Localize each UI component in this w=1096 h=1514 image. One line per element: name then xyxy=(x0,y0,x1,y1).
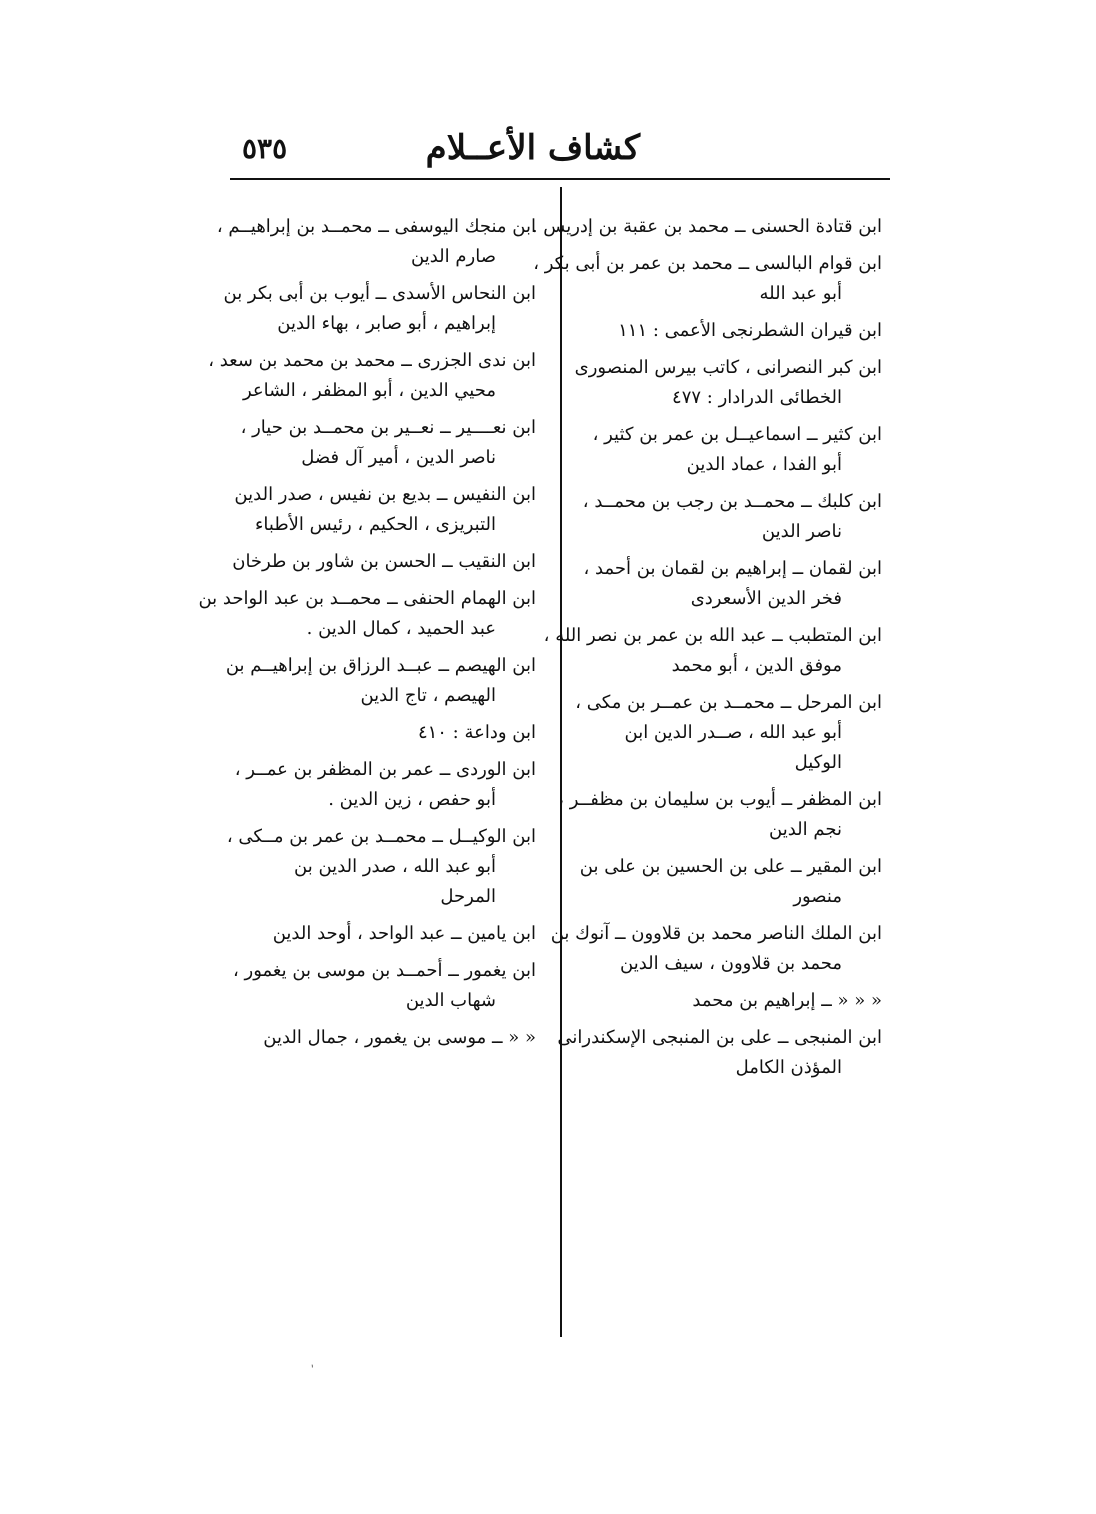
entry-continuation: أبو حفص ، زين الدين . xyxy=(328,789,496,810)
entry-heading: « « ــ موسى بن يغمور ، جمال الدين xyxy=(263,1027,536,1048)
index-column-right xyxy=(531,212,882,1090)
entry-continuation: نجم الدين xyxy=(769,819,842,840)
entry-heading: ابن يغمور ــ أحمــد بن موسى بن يغمور ، xyxy=(232,960,536,981)
entry-heading: ابن كلبك ــ محمــد بن رجب بن محمــد ، xyxy=(582,491,882,512)
entry-continuation: أبو الفدا ، عماد الدين xyxy=(686,454,842,475)
index-entry xyxy=(236,480,536,540)
index-entry xyxy=(225,651,536,711)
index-entry xyxy=(582,554,882,614)
index-entry xyxy=(582,420,882,480)
entry-continuation: موفق الدين ، أبو محمد xyxy=(671,655,842,676)
index-entry xyxy=(236,718,536,748)
index-entry xyxy=(236,413,536,473)
entry-heading: ابن الهمام الحنفى ــ محمــد بن عبد الواحد بن xyxy=(198,588,536,609)
entry-heading: ابن الوردى ــ عمر بن المظفر بن عمــر ، xyxy=(234,759,536,780)
entry-heading: ابن النفيس ــ بديع بن نفيس ، صدر الدين xyxy=(234,484,536,505)
entry-heading: ابن قتادة الحسنى ــ محمد بن عقبة بن إدريس . xyxy=(531,216,882,237)
header-rule xyxy=(230,178,890,180)
entry-continuation: صارم الدين xyxy=(411,246,496,267)
index-entry xyxy=(533,249,882,309)
index-entry xyxy=(232,956,536,1016)
index-entry xyxy=(582,487,882,547)
index-entry xyxy=(579,852,882,912)
entry-heading: ابن المنبجى ــ على بن المنبجى الإسكندرانى xyxy=(557,1027,882,1048)
entry-heading: ابن ندى الجزرى ــ محمد بن محمد بن سعد ، xyxy=(208,350,536,371)
entry-heading: ابن الوكيــل ــ محمــد بن عمر بن مــكى ، xyxy=(226,826,536,847)
entry-heading: ابن الهيصم ــ عبــد الرزاق بن إبراهيــم بن xyxy=(225,655,536,676)
index-entry xyxy=(550,919,882,979)
index-entry xyxy=(543,621,882,681)
entry-continuation: فخر الدين الأسعردى xyxy=(690,588,842,609)
entry-heading: « « « ــ إبراهيم بن محمد xyxy=(692,990,882,1011)
index-entry xyxy=(198,584,536,644)
entry-heading: ابن يامين ــ عبد الواحد ، أوحد الدين xyxy=(272,923,536,944)
entry-heading: ابن المرحل ــ محمــد بن عمــر بن مكى ، xyxy=(575,692,882,713)
page-number: ٥٣٥ xyxy=(242,132,288,165)
index-entry xyxy=(216,212,536,272)
entry-heading: ابن المتطبب ــ عبد الله بن عمر بن نصر الله ، xyxy=(543,625,882,646)
index-entry xyxy=(223,279,536,339)
entry-heading: ابن لقمان ــ إبراهيم بن لقمان بن أحمد ، xyxy=(583,558,882,579)
index-entry xyxy=(531,212,882,242)
index-column-left xyxy=(198,212,536,1060)
index-entry xyxy=(575,688,882,778)
entry-heading: ابن كثير ــ اسماعيــل بن عمر بن كثير ، xyxy=(592,424,882,445)
index-entry xyxy=(226,822,536,912)
entry-heading: ابن المظفر ــ أيوب بن سليمان بن مظفــر ، xyxy=(558,789,882,810)
entry-continuation: عبد الحميد ، كمال الدين . xyxy=(306,618,496,639)
index-entry xyxy=(574,353,882,413)
index-entry xyxy=(208,346,536,406)
index-entry xyxy=(236,919,536,949)
entry-continuation: المؤذن الكامل xyxy=(735,1057,842,1078)
entry-continuation: محمد بن قلاوون ، سيف الدين xyxy=(620,953,842,974)
entry-heading: ابن النقيب ــ الحسن بن شاور بن طرخان xyxy=(232,551,536,572)
entry-continuation: منصور xyxy=(793,886,842,907)
entry-heading: ابن المقير ــ على بن الحسين بن على بن xyxy=(579,856,882,877)
index-entry xyxy=(582,986,882,1016)
entry-continuation: أبو عبد الله ، صــدر الدين ابن الوكيل xyxy=(624,722,842,773)
index-entry xyxy=(557,1023,882,1083)
entry-heading: ابن قوام البالسى ــ محمد بن عمر بن أبى بكر ، xyxy=(533,253,882,274)
entry-heading: ابن قيران الشطرنجى الأعمى : ١١١ xyxy=(618,320,882,341)
entry-heading: ابن منجك اليوسفى ــ محمــد بن إبراهيــم ، xyxy=(216,216,536,237)
entry-continuation: أبو عبد الله ، صدر الدين بن المرحل xyxy=(294,856,496,907)
index-entry xyxy=(236,1023,536,1053)
entry-continuation: أبو عبد الله xyxy=(759,283,842,304)
entry-continuation: ناصر الدين ، أمير آل فضل xyxy=(301,447,496,468)
index-entry xyxy=(236,755,536,815)
entry-continuation: الهيصم ، تاج الدين xyxy=(360,685,496,706)
page-header xyxy=(230,128,890,174)
entry-heading: ابن الملك الناصر محمد بن قلاوون ــ آنوك بن xyxy=(550,923,882,944)
index-entry xyxy=(232,547,536,577)
entry-continuation: إبراهيم ، أبو صابر ، بهاء الدين xyxy=(277,313,496,334)
entry-heading: ابن نعــــير ــ نعــير بن محمــد بن حيار ، xyxy=(240,417,536,438)
entry-heading: ابن النحاس الأسدى ــ أيوب بن أبى بكر بن xyxy=(223,283,536,304)
entry-continuation: الخطائى الدرادار : ٤٧٧ xyxy=(672,387,842,408)
entry-continuation: التبريزى ، الحكيم ، رئيس الأطباء xyxy=(254,514,496,535)
entry-continuation: ناصر الدين xyxy=(761,521,842,542)
entry-continuation: محيي الدين ، أبو المظفر ، الشاعر xyxy=(243,380,496,401)
column-divider xyxy=(560,187,562,1337)
index-entry xyxy=(558,785,882,845)
index-entry xyxy=(582,316,882,346)
entry-heading: ابن وداعة : ٤١٠ xyxy=(417,722,536,743)
page-title: كشاف الأعــلام xyxy=(425,128,640,168)
entry-heading: ابن كبر النصرانى ، كاتب بيرس المنصورى xyxy=(574,357,882,378)
entry-continuation: شهاب الدين xyxy=(405,990,496,1011)
